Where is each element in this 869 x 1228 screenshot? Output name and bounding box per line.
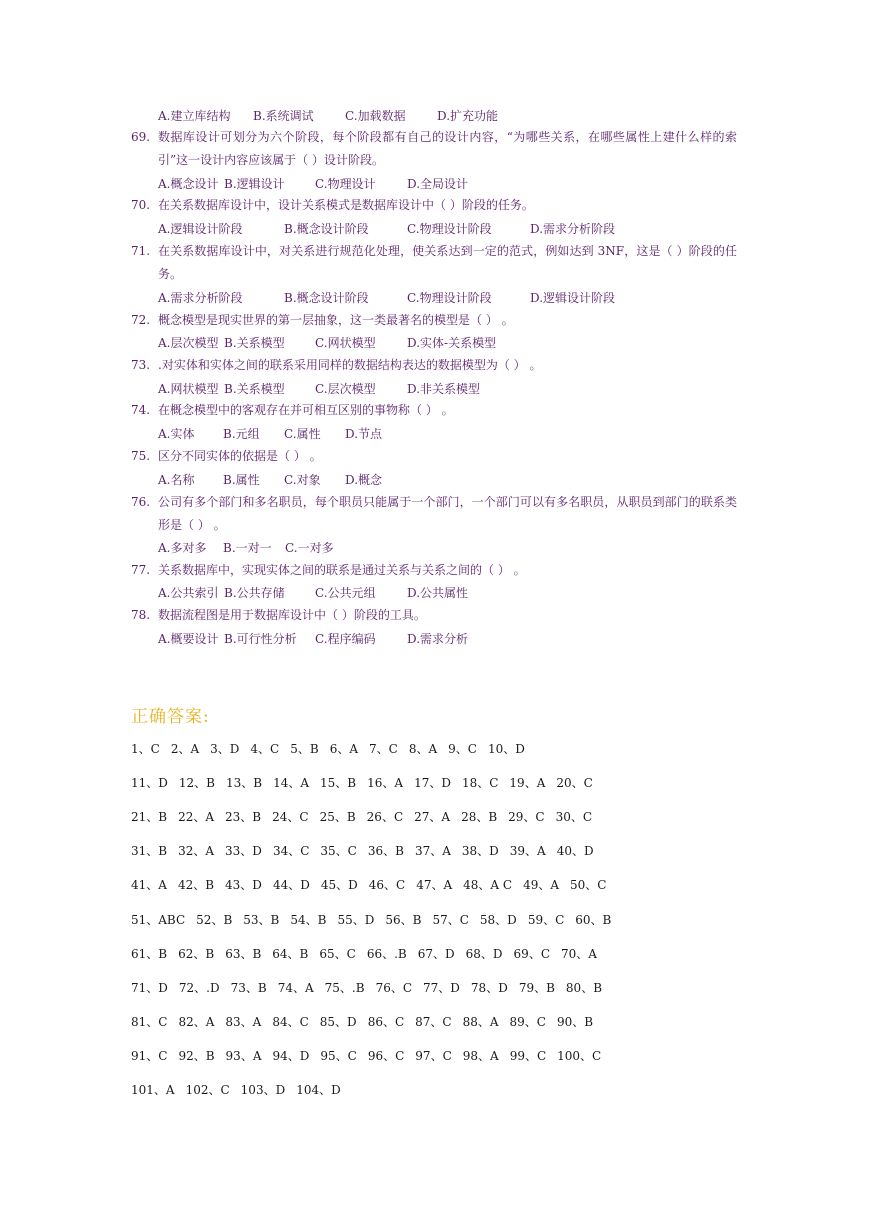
- answers-title: 正确答案:: [131, 707, 210, 727]
- answer-item: 81、C: [131, 1015, 168, 1029]
- option: B.可行性分析: [224, 632, 297, 646]
- answer-row: [131, 775, 604, 791]
- answer-row: [131, 912, 622, 928]
- answer-item: 76、C: [375, 981, 413, 995]
- q74-options: [158, 426, 382, 442]
- answer-item: 41、A: [131, 878, 167, 892]
- answer-item: 80、B: [565, 981, 603, 995]
- option: A.实体: [158, 427, 195, 441]
- option: D.需求分析: [407, 632, 469, 646]
- answer-item: 5、B: [290, 742, 319, 756]
- answer-item: 94、D: [272, 1049, 310, 1063]
- answer-row: [131, 980, 613, 996]
- question-number: 73.: [131, 358, 151, 372]
- question-70: [131, 194, 737, 217]
- answer-item: 16、A: [367, 776, 404, 790]
- option: A.需求分析阶段: [158, 291, 243, 305]
- answer-item: 32、A: [178, 844, 215, 858]
- answer-item: 27、A: [414, 810, 451, 824]
- answer-item: 69、C: [513, 947, 550, 961]
- option: C.一对多: [285, 541, 334, 555]
- option: A.逻辑设计阶段: [158, 222, 243, 236]
- option: C.对象: [284, 473, 321, 487]
- answer-item: 44、D: [272, 878, 310, 892]
- answer-item: 75、.B: [324, 981, 365, 995]
- answer-item: 48、A C: [463, 878, 513, 892]
- option: A.概要设计: [158, 632, 219, 646]
- answer-item: 64、B: [272, 947, 309, 961]
- option: B.逻辑设计: [224, 177, 285, 191]
- answer-item: 66、.B: [366, 947, 407, 961]
- answer-item: 79、B: [518, 981, 555, 995]
- question-number: 78.: [131, 608, 151, 622]
- option: C.程序编码: [315, 632, 376, 646]
- answer-item: 42、B: [177, 878, 215, 892]
- option: D.实体-关系模型: [407, 336, 497, 350]
- q76-options: [158, 540, 334, 556]
- answer-item: 40、D: [556, 844, 594, 858]
- option: A.名称: [158, 473, 195, 487]
- option: A.建立库结构: [158, 109, 231, 123]
- answer-item: 62、B: [178, 947, 215, 961]
- answer-item: 15、B: [320, 776, 357, 790]
- q68-options: [158, 108, 498, 124]
- answer-item: 10、D: [487, 742, 525, 756]
- answer-item: 95、C: [320, 1049, 357, 1063]
- q69-options: [158, 176, 468, 192]
- answer-item: 54、B: [290, 913, 327, 927]
- option: B.概念设计阶段: [284, 291, 369, 305]
- answer-item: 67、D: [417, 947, 455, 961]
- answer-item: 50、C: [570, 878, 607, 892]
- answer-item: 89、C: [509, 1015, 546, 1029]
- answer-item: 78、D: [470, 981, 508, 995]
- answer-item: 2、A: [170, 742, 200, 756]
- answer-item: 38、D: [461, 844, 499, 858]
- option: A.概念设计: [158, 177, 219, 191]
- option: C.物理设计阶段: [407, 222, 492, 236]
- question-text: 在概念模型中的客观存在并可相互区别的事物称（ ） 。: [158, 403, 454, 417]
- option: D.需求分析阶段: [530, 222, 616, 236]
- answer-row: [131, 877, 617, 893]
- q72-options: [158, 335, 496, 351]
- answer-item: 97、C: [415, 1049, 452, 1063]
- answer-item: 47、A: [416, 878, 453, 892]
- answer-item: 92、B: [178, 1049, 215, 1063]
- answer-item: 14、A: [273, 776, 310, 790]
- question-74: [131, 399, 737, 422]
- answer-item: 25、B: [319, 810, 356, 824]
- question-76: [131, 491, 737, 537]
- option: D.扩充功能: [437, 109, 499, 123]
- option: A.网状模型: [158, 382, 219, 396]
- answer-item: 46、C: [368, 878, 406, 892]
- option: B.概念设计阶段: [284, 222, 369, 236]
- answer-item: 85、D: [319, 1015, 357, 1029]
- answer-item: 99、C: [509, 1049, 547, 1063]
- answer-item: 58、D: [479, 913, 517, 927]
- option: C.属性: [284, 427, 321, 441]
- answer-item: 49、A: [523, 878, 560, 892]
- answer-row: [131, 946, 608, 962]
- answer-item: 82、A: [178, 1015, 215, 1029]
- question-text: 数据流程图是用于数据库设计中（ ）阶段的工具。: [158, 608, 426, 622]
- answer-item: 20、C: [556, 776, 593, 790]
- answer-item: 23、B: [225, 810, 262, 824]
- question-text: .对实体和实体之间的联系采用同样的数据结构表达的数据模型为（ ） 。: [158, 358, 542, 372]
- answer-item: 43、D: [225, 878, 262, 892]
- answer-item: 59、C: [527, 913, 565, 927]
- answer-row: [131, 1014, 604, 1030]
- answer-item: 26、C: [366, 810, 404, 824]
- answer-row: [131, 741, 536, 757]
- question-text: 数据库设计可划分为六个阶段，每个阶段都有自己的设计内容，“为哪些关系，在哪些属性上建什么样的索引”这一设计内容应该属于（ ）设计阶段。: [158, 130, 737, 167]
- answer-item: 57、C: [432, 913, 469, 927]
- answer-item: 87、C: [415, 1015, 452, 1029]
- answer-item: 73、B: [230, 981, 267, 995]
- answer-item: 13、B: [226, 776, 263, 790]
- question-number: 74.: [131, 403, 151, 417]
- answer-item: 102、C: [185, 1083, 230, 1097]
- question-number: 71.: [131, 244, 151, 258]
- answer-item: 101、A: [131, 1083, 175, 1097]
- answer-item: 96、C: [367, 1049, 405, 1063]
- question-75: [131, 445, 737, 468]
- option: A.多对多: [158, 541, 207, 555]
- option: C.网状模型: [315, 336, 376, 350]
- answer-item: 30、C: [555, 810, 593, 824]
- option: D.逻辑设计阶段: [530, 291, 616, 305]
- option: B.关系模型: [224, 382, 285, 396]
- answer-item: 90、B: [556, 1015, 594, 1029]
- q73-options: [158, 381, 480, 397]
- answer-item: 29、C: [508, 810, 545, 824]
- answer-item: 68、D: [465, 947, 503, 961]
- question-text: 在关系数据库设计中，对关系进行规范化处理，使关系达到一定的范式，例如达到 3NF，这是（ ）阶段的任务。: [158, 244, 737, 281]
- answer-item: 74、A: [277, 981, 314, 995]
- answer-item: 31、B: [131, 844, 168, 858]
- answer-item: 12、B: [178, 776, 215, 790]
- answer-item: 1、C: [131, 742, 160, 756]
- answer-item: 104、D: [296, 1083, 341, 1097]
- answer-item: 100、C: [557, 1049, 602, 1063]
- answer-item: 11、D: [131, 776, 168, 790]
- option: C.公共元组: [315, 586, 376, 600]
- q77-options: [158, 585, 468, 601]
- option: A.公共索引: [158, 586, 219, 600]
- option: C.物理设计阶段: [407, 291, 492, 305]
- answer-item: 22、A: [178, 810, 215, 824]
- answer-item: 91、C: [131, 1049, 168, 1063]
- answer-item: 86、C: [367, 1015, 405, 1029]
- answer-item: 72、.D: [178, 981, 220, 995]
- question-number: 77.: [131, 563, 151, 577]
- question-73: [131, 354, 737, 377]
- answer-item: 36、B: [367, 844, 404, 858]
- answer-item: 28、B: [461, 810, 498, 824]
- option: D.公共属性: [407, 586, 469, 600]
- question-text: 关系数据库中，实现实体之间的联系是通过关系与关系之间的（ ） 。: [158, 563, 526, 577]
- answer-item: 84、C: [272, 1015, 309, 1029]
- option: D.非关系模型: [407, 382, 481, 396]
- answer-item: 39、A: [509, 844, 546, 858]
- question-text: 在关系数据库设计中，设计关系模式是数据库设计中（ ）阶段的任务。: [158, 198, 534, 212]
- option: D.节点: [345, 427, 383, 441]
- question-78: [131, 604, 737, 627]
- option: D.全局设计: [407, 177, 469, 191]
- answer-item: 103、D: [240, 1083, 286, 1097]
- q75-options: [158, 472, 382, 488]
- answer-row: [131, 1082, 352, 1098]
- answer-item: 63、B: [225, 947, 262, 961]
- answer-item: 35、C: [320, 844, 357, 858]
- option: B.元组: [223, 427, 260, 441]
- answer-item: 17、D: [414, 776, 451, 790]
- answer-item: 65、C: [319, 947, 356, 961]
- option: B.属性: [223, 473, 260, 487]
- question-number: 70.: [131, 198, 151, 212]
- answer-item: 7、C: [369, 742, 398, 756]
- question-72: [131, 309, 737, 332]
- option: C.物理设计: [315, 177, 376, 191]
- option: B.一对一: [223, 541, 272, 555]
- question-number: 75.: [131, 449, 151, 463]
- answer-item: 88、A: [462, 1015, 499, 1029]
- answer-item: 60、B: [575, 913, 612, 927]
- answer-item: 52、B: [196, 913, 233, 927]
- answer-item: 3、D: [210, 742, 240, 756]
- answer-item: 71、D: [131, 981, 168, 995]
- question-number: 72.: [131, 313, 151, 327]
- answer-item: 9、C: [448, 742, 477, 756]
- question-text: 区分不同实体的依据是（ ） 。: [158, 449, 322, 463]
- question-number: 76.: [131, 495, 151, 509]
- question-text: 公司有多个部门和多名职员，每个职员只能属于一个部门，一个部门可以有多名职员，从职员到部门的联系类形是（ ） 。: [158, 495, 737, 532]
- answer-item: 37、A: [414, 844, 451, 858]
- answer-item: 83、A: [225, 1015, 262, 1029]
- answer-item: 53、B: [243, 913, 280, 927]
- option: D.概念: [345, 473, 383, 487]
- answer-item: 21、B: [131, 810, 168, 824]
- answer-row: [131, 809, 603, 825]
- answer-item: 6、A: [329, 742, 359, 756]
- answer-item: 77、D: [423, 981, 460, 995]
- answer-item: 19、A: [509, 776, 546, 790]
- answer-item: 45、D: [320, 878, 358, 892]
- answer-item: 24、C: [272, 810, 309, 824]
- answer-row: [131, 843, 605, 859]
- option: B.系统调试: [253, 109, 314, 123]
- answer-item: 51、ABC: [131, 913, 186, 927]
- answer-item: 4、C: [250, 742, 280, 756]
- answer-item: 34、C: [272, 844, 310, 858]
- q70-options: [158, 221, 615, 237]
- question-text: 概念模型是现实世界的第一层抽象，这一类最著名的模型是（ ） 。: [158, 313, 514, 327]
- answer-item: 61、B: [131, 947, 168, 961]
- q71-options: [158, 290, 615, 306]
- option: B.公共存储: [224, 586, 285, 600]
- question-69: [131, 126, 737, 172]
- answer-item: 55、D: [337, 913, 375, 927]
- question-71: [131, 240, 737, 286]
- q78-options: [158, 631, 468, 647]
- answer-item: 93、A: [225, 1049, 262, 1063]
- answer-row: [131, 1048, 612, 1064]
- option: B.关系模型: [224, 336, 285, 350]
- option: C.加载数据: [345, 109, 406, 123]
- option: C.层次模型: [315, 382, 376, 396]
- question-number: 69.: [131, 130, 151, 144]
- answer-item: 56、B: [385, 913, 422, 927]
- option: A.层次模型: [158, 336, 219, 350]
- answer-item: 33、D: [225, 844, 262, 858]
- answer-item: 70、A: [561, 947, 597, 961]
- question-77: [131, 559, 737, 582]
- answer-item: 8、A: [408, 742, 438, 756]
- answer-item: 18、C: [461, 776, 499, 790]
- answer-item: 98、A: [462, 1049, 499, 1063]
